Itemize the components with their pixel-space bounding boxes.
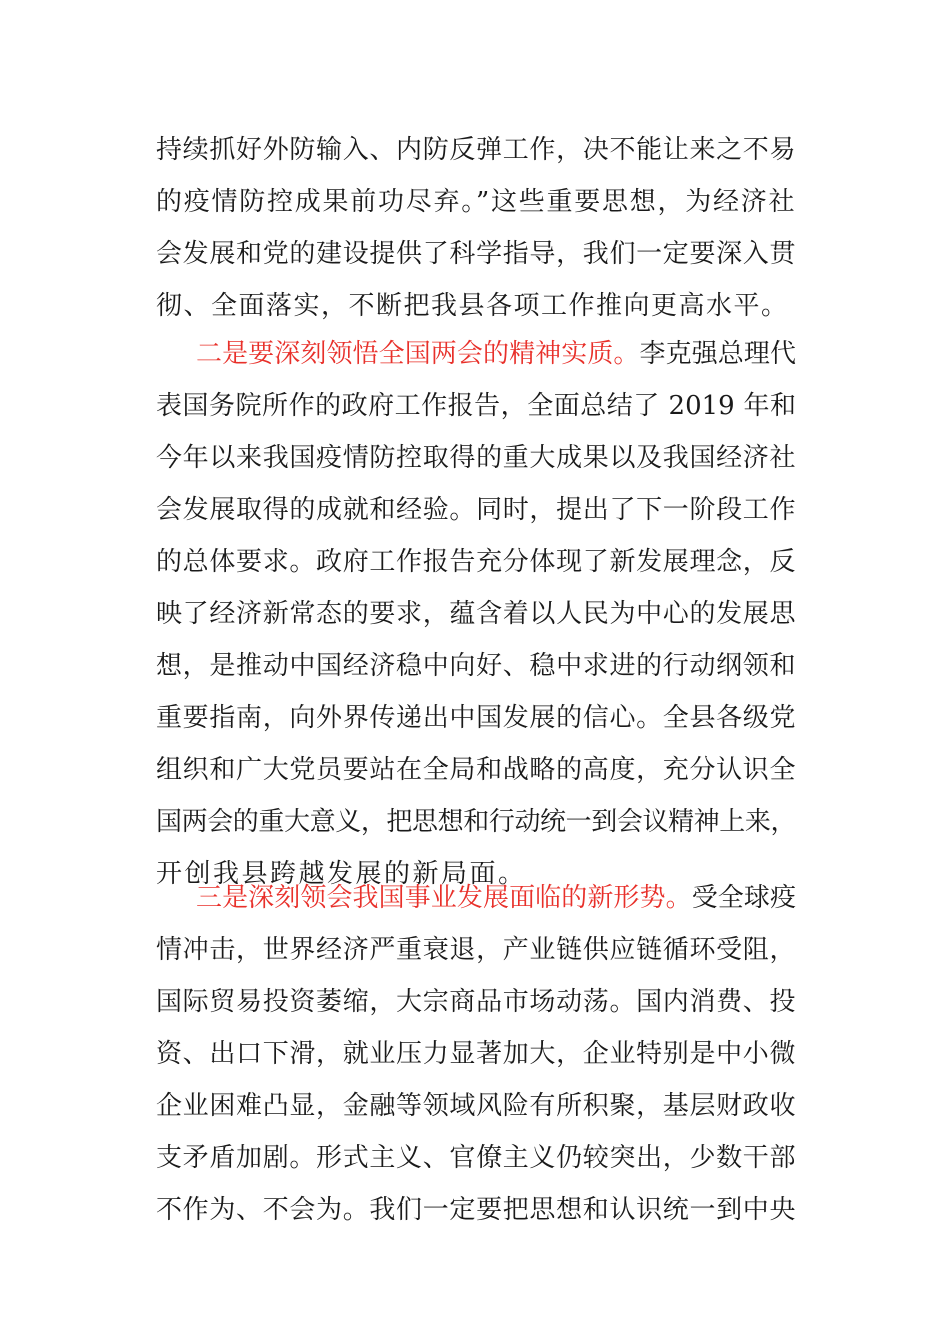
paragraph-line: 支矛盾加剧。形式主义、官僚主义仍较突出，少数干部 (156, 1143, 796, 1173)
paragraph-heading: 三是深刻领会我国事业发展面临的新形势。 (196, 883, 692, 913)
paragraph-2 (156, 328, 796, 900)
paragraph-first-line (156, 328, 796, 380)
paragraph-line: 的疫情防控成果前功尽弃。”这些重要思想，为经济社 (156, 187, 796, 217)
paragraph-line: 国际贸易投资萎缩，大宗商品市场动荡。国内消费、投 (156, 987, 796, 1017)
paragraph-line: 会发展和党的建设提供了科学指导，我们一定要深入贯 (156, 239, 796, 269)
paragraph-line: 企业困难凸显，金融等领域风险有所积聚，基层财政收 (156, 1091, 796, 1121)
paragraph-first-line (156, 872, 796, 924)
paragraph-line: 不作为、不会为。我们一定要把思想和认识统一到中央 (156, 1195, 796, 1225)
paragraph-first-line-text: 李克强总理代 (639, 339, 796, 369)
paragraph-1 (156, 124, 796, 332)
paragraph-line: 的总体要求。政府工作报告充分体现了新发展理念，反 (156, 547, 796, 577)
paragraph-first-line-text: 受全球疫 (691, 883, 796, 913)
paragraph-line: 情冲击，世界经济严重衰退，产业链供应链循环受阻， (156, 935, 796, 965)
paragraph-line: 重要指南，向外界传递出中国发展的信心。全县各级党 (156, 703, 796, 733)
paragraph-line: 映了经济新常态的要求，蕴含着以人民为中心的发展思 (156, 599, 796, 629)
paragraph-line: 会发展取得的成就和经验。同时，提出了下一阶段工作 (156, 495, 796, 525)
paragraph-line: 想，是推动中国经济稳中向好、稳中求进的行动纲领和 (156, 651, 796, 681)
paragraph-line: 开创我县跨越发展的新局面。 (156, 859, 527, 889)
paragraph-line: 今年以来我国疫情防控取得的重大成果以及我国经济社 (156, 443, 796, 473)
paragraph-line: 国两会的重大意义，把思想和行动统一到会议精神上来， (156, 807, 796, 837)
paragraph-line: 资、出口下滑，就业压力显著加大，企业特别是中小微 (156, 1039, 796, 1069)
paragraph-3 (156, 872, 796, 1236)
paragraph-heading: 二是要深刻领悟全国两会的精神实质。 (196, 339, 640, 369)
paragraph-line: 表国务院所作的政府工作报告，全面总结了 2019 年和 (156, 391, 796, 421)
paragraph-line: 彻、全面落实，不断把我县各项工作推向更高水平。 (156, 291, 789, 321)
paragraph-line: 组织和广大党员要站在全局和战略的高度，充分认识全 (156, 755, 796, 785)
paragraph-line: 持续抓好外防输入、内防反弹工作，决不能让来之不易 (156, 135, 796, 165)
